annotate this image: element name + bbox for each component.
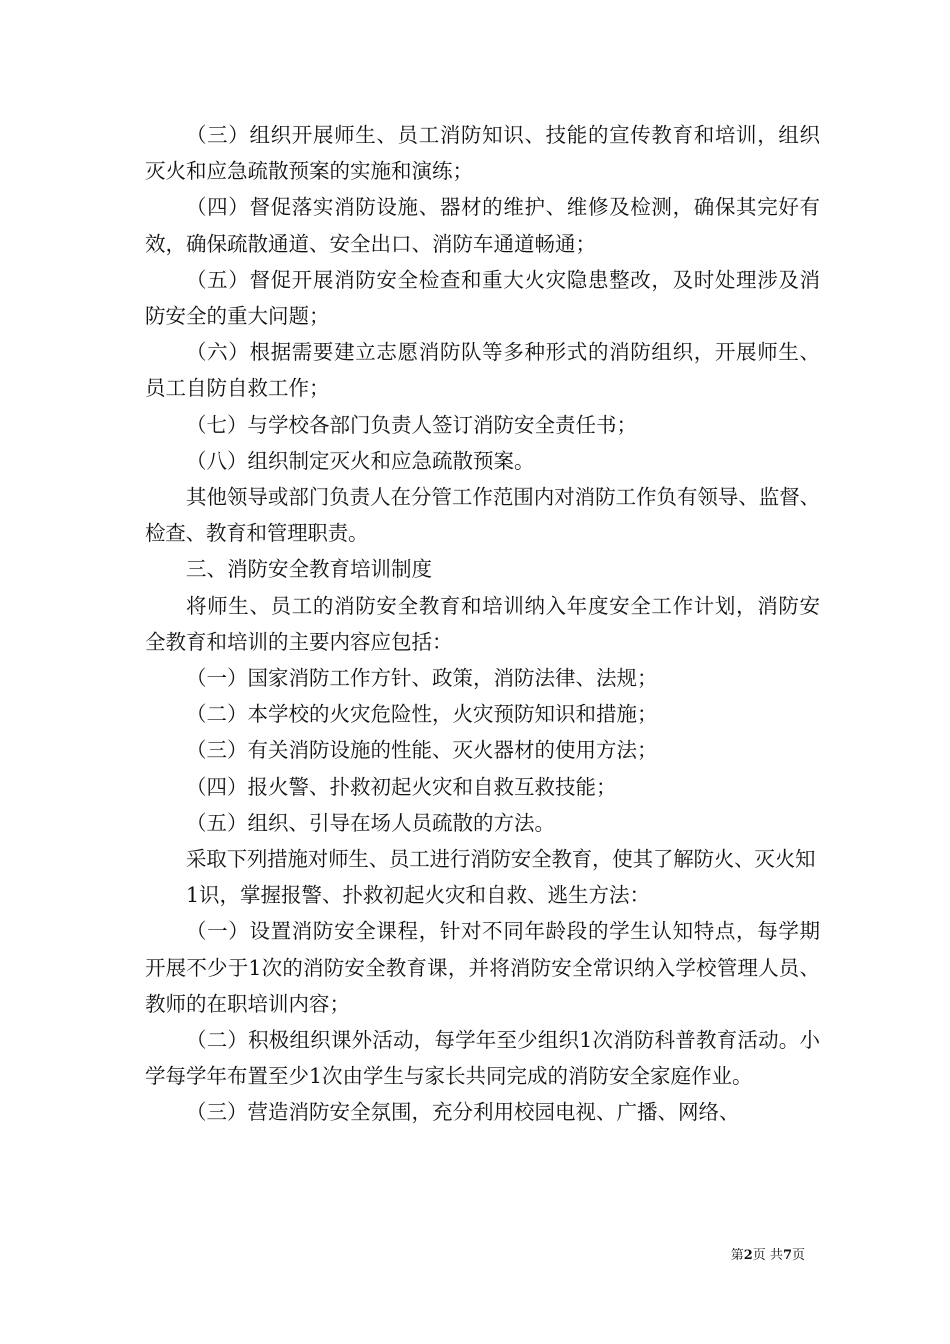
section-heading: 三、消防安全教育培训制度 — [186, 557, 432, 582]
paragraph: 1识，掌握报警、扑救初起火灾和自救、逃生方法： — [186, 883, 651, 908]
total-page-number: 7 — [782, 1248, 792, 1263]
list-item: （四）报火警、扑救初起火灾和自救互救技能； — [186, 774, 617, 799]
paragraph: （四）督促落实消防设施、器材的维护、维修及检测，确保其完好有效，确保疏散通道、安全出口、消防车通道畅通； — [145, 195, 820, 256]
current-page-number: 2 — [743, 1248, 753, 1263]
paragraph: （八）组织制定灭火和应急疏散预案。 — [186, 448, 535, 473]
document-body — [145, 117, 820, 1131]
list-item: （一）国家消防工作方针、政策，消防法律、法规； — [186, 666, 658, 691]
footer-suffix: 页 — [791, 1248, 805, 1263]
footer-prefix: 第 — [730, 1248, 744, 1263]
paragraph: （三）组织开展师生、员工消防知识、技能的宣传教育和培训，组织灭火和应急疏散预案的实施和演练； — [145, 123, 820, 184]
list-item: （一）设置消防安全课程，针对不同年龄段的学生认知特点，每学期开展不少于1次的消防安全教育课，并将消防安全常识纳入学校管理人员、教师的在职培训内容； — [145, 919, 820, 1016]
list-item: （二）本学校的火灾危险性，火灾预防知识和措施； — [186, 702, 658, 727]
paragraph: （五）督促开展消防安全检查和重大火灾隐患整改，及时处理涉及消防安全的重大问题； — [145, 267, 820, 329]
paragraph: 将师生、员工的消防安全教育和培训纳入年度安全工作计划，消防安全教育和培训的主要内容应包括： — [145, 593, 820, 654]
page-footer — [731, 1248, 805, 1264]
paragraph: 采取下列措施对师生、员工进行消防安全教育，使其了解防火、灭火知 — [186, 847, 816, 872]
paragraph: （六）根据需要建立志愿消防队等多种形式的消防组织，开展师生、员工自防自救工作； — [145, 340, 820, 401]
list-item: （三）营造消防安全氛围，充分利用校园电视、广播、网络、 — [186, 1100, 740, 1125]
list-item: （二）积极组织课外活动，每学年至少组织1次消防科普教育活动。小学每学年布置至少1次由学生与家长共同完成的消防安全家庭作业。 — [145, 1028, 820, 1089]
paragraph: （七）与学校各部门负责人签订消防安全责任书； — [186, 412, 637, 437]
paragraph: 其他领导或部门负责人在分管工作范围内对消防工作负有领导、监督、检查、教育和管理职责。 — [145, 485, 820, 546]
footer-middle: 页 共 — [752, 1248, 783, 1263]
list-item: （三）有关消防设施的性能、灭火器材的使用方法； — [186, 738, 658, 763]
list-item: （五）组织、引导在场人员疏散的方法。 — [186, 810, 555, 835]
